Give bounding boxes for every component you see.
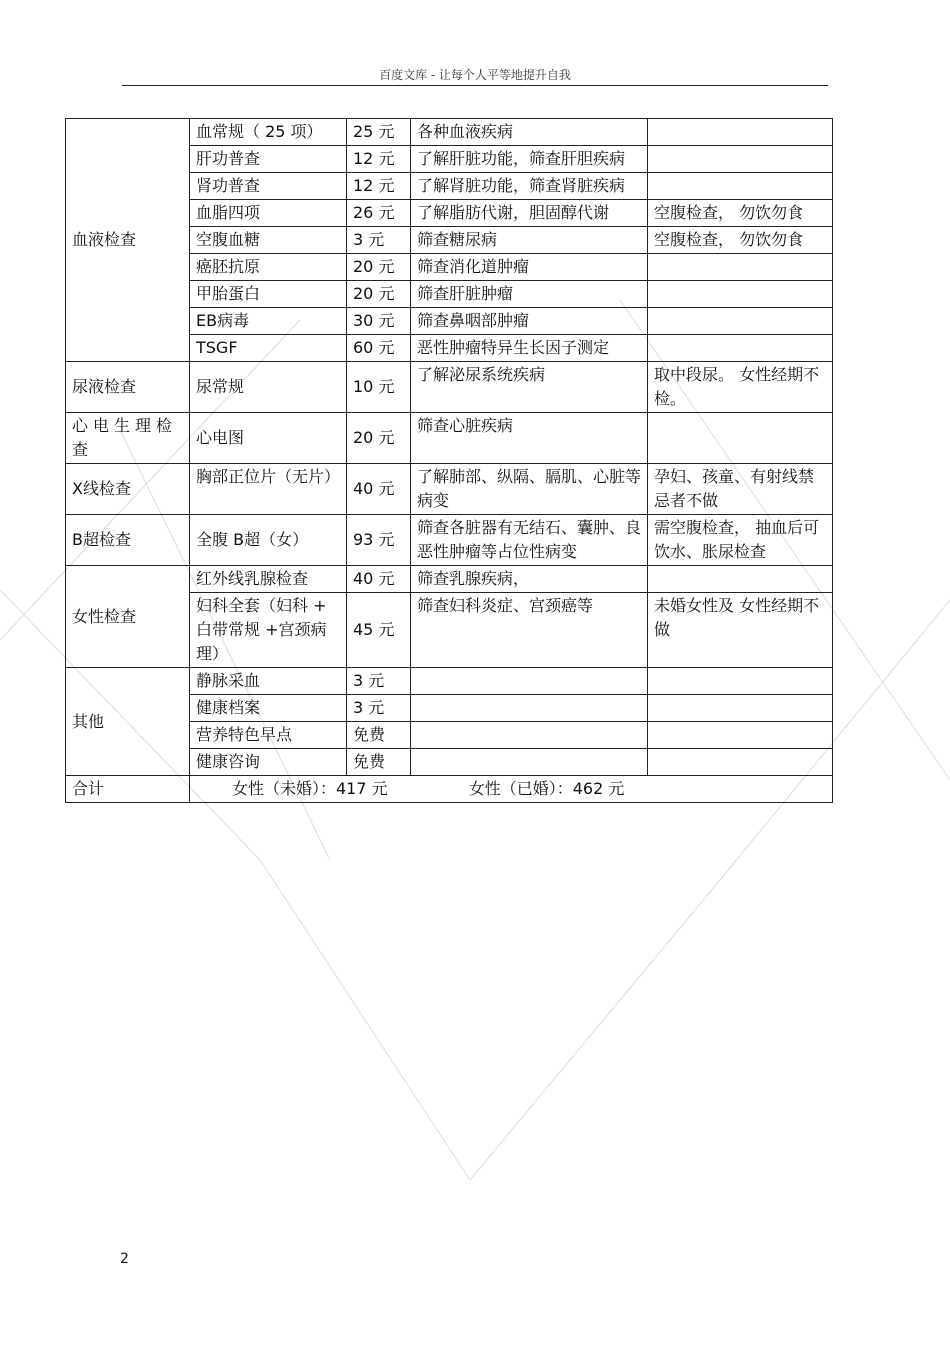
price-cell: 45 元	[347, 593, 411, 668]
table-row	[66, 566, 833, 593]
note-cell	[648, 413, 833, 464]
note-cell	[648, 146, 833, 173]
item-cell: 心电图	[190, 413, 347, 464]
note-cell	[648, 695, 833, 722]
item-cell: 静脉采血	[190, 668, 347, 695]
price-cell: 25 元	[347, 119, 411, 146]
purpose-cell	[411, 722, 648, 749]
table-row	[66, 413, 833, 464]
purpose-cell	[411, 749, 648, 776]
item-cell: 肝功普查	[190, 146, 347, 173]
item-cell: 健康咨询	[190, 749, 347, 776]
price-cell: 40 元	[347, 566, 411, 593]
purpose-cell: 筛查肝脏肿瘤	[411, 281, 648, 308]
note-cell: 空腹检查， 勿饮勿食	[648, 200, 833, 227]
note-cell	[648, 119, 833, 146]
price-cell: 93 元	[347, 515, 411, 566]
category-cell: 其他	[66, 668, 190, 776]
price-cell: 20 元	[347, 413, 411, 464]
item-cell: 癌胚抗原	[190, 254, 347, 281]
table-row	[66, 515, 833, 566]
purpose-cell: 了解肝脏功能，筛查肝胆疾病	[411, 146, 648, 173]
purpose-cell: 筛查心脏疾病	[411, 413, 648, 464]
table-row	[66, 464, 833, 515]
purpose-cell: 了解脂肪代谢，胆固醇代谢	[411, 200, 648, 227]
table-row	[66, 119, 833, 146]
purpose-cell: 筛查鼻咽部肿瘤	[411, 308, 648, 335]
item-cell: EB病毒	[190, 308, 347, 335]
note-cell	[648, 722, 833, 749]
item-cell: 妇科全套（妇科 + 白带常规 +宫颈病理）	[190, 593, 347, 668]
note-cell: 孕妇、孩童、有射线禁忌者不做	[648, 464, 833, 515]
price-cell: 12 元	[347, 146, 411, 173]
exam-table	[65, 118, 833, 803]
price-cell: 12 元	[347, 173, 411, 200]
category-cell: B超检查	[66, 515, 190, 566]
price-cell: 10 元	[347, 362, 411, 413]
purpose-cell: 筛查乳腺疾病，	[411, 566, 648, 593]
note-cell	[648, 281, 833, 308]
purpose-cell: 了解泌尿系统疾病	[411, 362, 648, 413]
purpose-cell: 各种血液疾病	[411, 119, 648, 146]
purpose-cell: 筛查妇科炎症、宫颈癌等	[411, 593, 648, 668]
item-cell: 甲胎蛋白	[190, 281, 347, 308]
item-cell: 健康档案	[190, 695, 347, 722]
note-cell	[648, 668, 833, 695]
price-cell: 免费	[347, 749, 411, 776]
note-cell: 空腹检查， 勿饮勿食	[648, 227, 833, 254]
price-cell: 免费	[347, 722, 411, 749]
item-cell: TSGF	[190, 335, 347, 362]
price-cell: 20 元	[347, 281, 411, 308]
item-cell: 红外线乳腺检查	[190, 566, 347, 593]
purpose-cell	[411, 668, 648, 695]
note-cell: 未婚女性及 女性经期不做	[648, 593, 833, 668]
category-cell: 血液检查	[66, 119, 190, 362]
note-cell	[648, 749, 833, 776]
total-female-married: 女性（已婚）：462 元	[468, 779, 625, 798]
table-row	[66, 362, 833, 413]
price-cell: 3 元	[347, 227, 411, 254]
purpose-cell: 了解肺部、纵隔、膈肌、心脏等病变	[411, 464, 648, 515]
note-cell	[648, 254, 833, 281]
total-label: 合计	[66, 776, 190, 803]
category-cell: 女性检查	[66, 566, 190, 668]
item-cell: 尿常规	[190, 362, 347, 413]
price-cell: 3 元	[347, 695, 411, 722]
purpose-cell: 筛查消化道肿瘤	[411, 254, 648, 281]
table-row	[66, 668, 833, 695]
purpose-cell: 筛查糖尿病	[411, 227, 648, 254]
total-female-unmarried: 女性（未婚）：417 元	[232, 779, 388, 798]
item-cell: 空腹血糖	[190, 227, 347, 254]
purpose-cell: 筛查各脏器有无结石、囊肿、良恶性肿瘤等占位性病变	[411, 515, 648, 566]
price-cell: 20 元	[347, 254, 411, 281]
page-header-title: 百度文库 - 让每个人平等地提升自我	[379, 68, 571, 82]
item-cell: 胸部正位片（无片）	[190, 464, 347, 515]
price-cell: 26 元	[347, 200, 411, 227]
item-cell: 营养特色早点	[190, 722, 347, 749]
purpose-cell: 了解肾脏功能，筛查肾脏疾病	[411, 173, 648, 200]
note-cell	[648, 173, 833, 200]
item-cell: 血常规（ 25 项）	[190, 119, 347, 146]
total-row	[66, 776, 833, 803]
note-cell	[648, 308, 833, 335]
price-cell: 30 元	[347, 308, 411, 335]
note-cell	[648, 566, 833, 593]
note-cell: 需空腹检查， 抽血后可饮水、胀尿检查	[648, 515, 833, 566]
item-cell: 血脂四项	[190, 200, 347, 227]
item-cell: 全腹 B超（女）	[190, 515, 347, 566]
price-cell: 40 元	[347, 464, 411, 515]
price-cell: 60 元	[347, 335, 411, 362]
header-divider	[122, 85, 828, 86]
category-cell: 尿液检查	[66, 362, 190, 413]
purpose-cell	[411, 695, 648, 722]
price-cell: 3 元	[347, 668, 411, 695]
category-cell: X线检查	[66, 464, 190, 515]
category-cell: 心电生理检查	[66, 413, 190, 464]
page-number: 2	[120, 1251, 129, 1267]
item-cell: 肾功普查	[190, 173, 347, 200]
total-values	[190, 776, 833, 803]
purpose-cell: 恶性肿瘤特异生长因子测定	[411, 335, 648, 362]
note-cell: 取中段尿。 女性经期不检。	[648, 362, 833, 413]
note-cell	[648, 335, 833, 362]
